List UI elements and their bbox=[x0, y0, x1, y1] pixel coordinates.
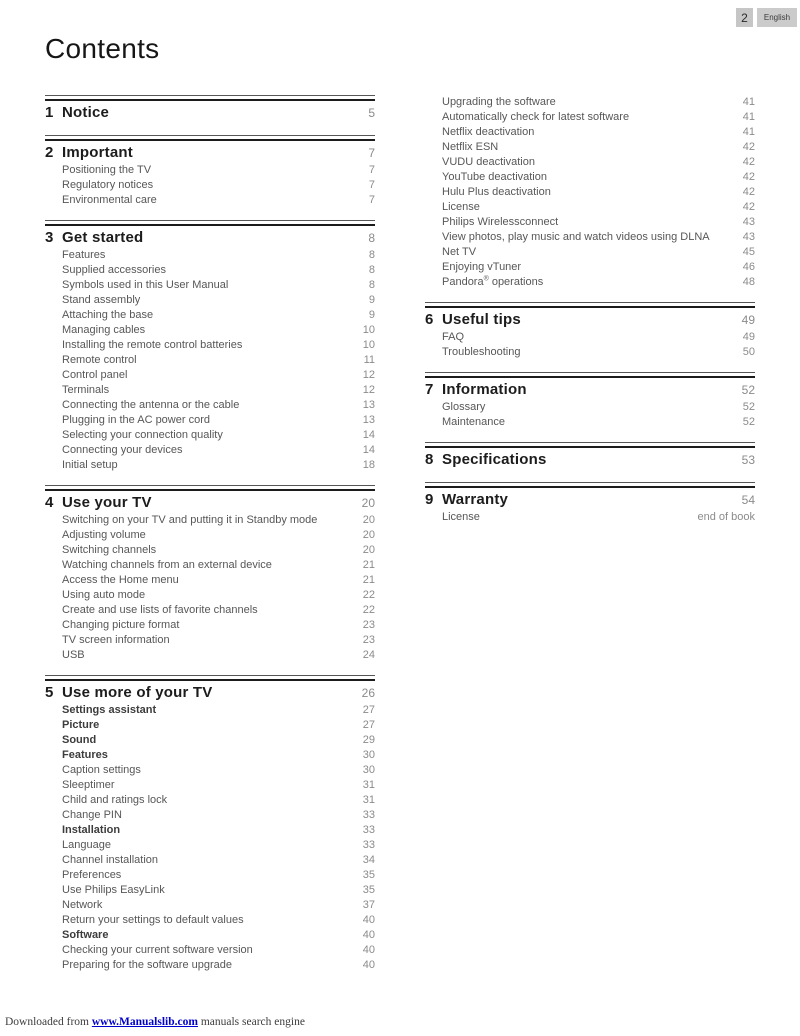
toc-item-label: Caption settings bbox=[62, 764, 141, 776]
toc-item-label: Connecting the antenna or the cable bbox=[62, 399, 240, 411]
toc-item-label: Preparing for the software upgrade bbox=[62, 959, 232, 971]
toc-item bbox=[62, 558, 375, 573]
toc-item bbox=[62, 618, 375, 633]
toc-item bbox=[442, 510, 755, 525]
section-number: 7 bbox=[425, 381, 434, 398]
toc-item-label: Access the Home menu bbox=[62, 574, 179, 586]
toc-item-label: Switching channels bbox=[62, 544, 157, 556]
toc-item-page-number: 23 bbox=[362, 619, 375, 631]
toc-item-page-number: 20 bbox=[362, 529, 375, 541]
toc-item bbox=[62, 928, 375, 943]
toc-item-label: USB bbox=[62, 649, 85, 661]
toc-item-page-number: 8 bbox=[368, 249, 375, 261]
section-heading bbox=[45, 141, 375, 163]
toc-item-page-number: 10 bbox=[362, 324, 375, 336]
toc-item-label: Pandora® operations bbox=[442, 275, 544, 288]
toc-item-label: View photos, play music and watch videos using DLNA bbox=[442, 231, 710, 243]
toc-item-page-number: 41 bbox=[742, 111, 755, 123]
toc-item-label: Channel installation bbox=[62, 854, 159, 866]
toc-item-label: Preferences bbox=[62, 869, 122, 881]
toc-item bbox=[442, 230, 755, 245]
toc-item-page-number: 7 bbox=[368, 179, 375, 191]
section-title: Get started bbox=[62, 229, 144, 246]
toc-item-page-number: 7 bbox=[368, 164, 375, 176]
section-page-number: 20 bbox=[361, 496, 375, 510]
toc-item bbox=[62, 428, 375, 443]
toc-item-label: Regulatory notices bbox=[62, 179, 154, 191]
toc-item-label: Attaching the base bbox=[62, 309, 154, 321]
toc-item-label: Troubleshooting bbox=[442, 346, 521, 358]
toc-item-page-number: 8 bbox=[368, 264, 375, 276]
toc-item bbox=[62, 808, 375, 823]
toc-item-page-number: 35 bbox=[362, 884, 375, 896]
toc-item-label: License bbox=[442, 201, 480, 213]
toc-item-label: Adjusting volume bbox=[62, 529, 146, 541]
section-title: Use your TV bbox=[62, 494, 152, 511]
toc-item-label: Features bbox=[62, 749, 108, 761]
toc-item bbox=[62, 513, 375, 528]
toc-item-label: Use Philips EasyLink bbox=[62, 884, 165, 896]
section-page-number: 8 bbox=[368, 231, 375, 245]
toc-item bbox=[62, 883, 375, 898]
section-title: Important bbox=[62, 144, 133, 161]
section-item-list bbox=[425, 510, 755, 525]
toc-item-page-number: 18 bbox=[362, 459, 375, 471]
toc-item-page-number: 9 bbox=[368, 309, 375, 321]
toc-item-label: Return your settings to default values bbox=[62, 914, 244, 926]
section-page-number: 53 bbox=[741, 453, 755, 467]
toc-item bbox=[62, 823, 375, 838]
section-page-number: 54 bbox=[741, 493, 755, 507]
toc-item bbox=[62, 263, 375, 278]
toc-item-page-number: 13 bbox=[362, 399, 375, 411]
toc-item bbox=[442, 95, 755, 110]
toc-item bbox=[62, 443, 375, 458]
toc-item-page-number: 43 bbox=[742, 216, 755, 228]
toc-item bbox=[442, 125, 755, 140]
toc-item-label: Symbols used in this User Manual bbox=[62, 279, 229, 291]
toc-item-label: Settings assistant bbox=[62, 704, 157, 716]
toc-item bbox=[62, 323, 375, 338]
toc-item-page-number: 41 bbox=[742, 126, 755, 138]
toc-item-label: Netflix ESN bbox=[442, 141, 499, 153]
toc-item-page-number: 52 bbox=[742, 416, 755, 428]
toc-section-4 bbox=[45, 485, 375, 663]
toc-item-page-number: 30 bbox=[362, 749, 375, 761]
toc-item-page-number: 45 bbox=[742, 246, 755, 258]
toc-item bbox=[62, 793, 375, 808]
toc-section-continued bbox=[425, 95, 755, 290]
toc-item-label: Supplied accessories bbox=[62, 264, 166, 276]
toc-item bbox=[62, 763, 375, 778]
toc-item-page-number: 20 bbox=[362, 514, 375, 526]
section-number: 6 bbox=[425, 311, 434, 328]
toc-item-page-number: 10 bbox=[362, 339, 375, 351]
toc-item-label: Terminals bbox=[62, 384, 110, 396]
toc-item bbox=[62, 573, 375, 588]
section-heading bbox=[45, 226, 375, 248]
toc-item bbox=[62, 413, 375, 428]
toc-item-label: VUDU deactivation bbox=[442, 156, 535, 168]
toc-item-page-number: 40 bbox=[362, 944, 375, 956]
toc-item-label: Initial setup bbox=[62, 459, 118, 471]
toc-item bbox=[442, 400, 755, 415]
section-title: Useful tips bbox=[442, 311, 521, 328]
toc-item-page-number: 14 bbox=[362, 444, 375, 456]
section-title: Specifications bbox=[442, 451, 547, 468]
toc-item-label: Features bbox=[62, 249, 106, 261]
toc-item-label: Installation bbox=[62, 824, 121, 836]
toc-item bbox=[442, 140, 755, 155]
toc-item-label: Child and ratings lock bbox=[62, 794, 168, 806]
toc-item-label: Checking your current software version bbox=[62, 944, 253, 956]
section-item-list bbox=[45, 163, 375, 208]
toc-item bbox=[442, 215, 755, 230]
toc-item-label: Maintenance bbox=[442, 416, 505, 428]
toc-item-page-number: 12 bbox=[362, 384, 375, 396]
toc-item bbox=[62, 868, 375, 883]
toc-item-label: Selecting your connection quality bbox=[62, 429, 223, 441]
toc-item-page-number: 42 bbox=[742, 171, 755, 183]
toc-item-page-number: 42 bbox=[742, 156, 755, 168]
toc-section-1 bbox=[45, 95, 375, 123]
toc-item-page-number: 22 bbox=[362, 589, 375, 601]
toc-item bbox=[62, 383, 375, 398]
toc-item-page-number: 9 bbox=[368, 294, 375, 306]
toc-item bbox=[62, 958, 375, 973]
toc-item bbox=[442, 185, 755, 200]
toc-item bbox=[62, 648, 375, 663]
toc-item-label: Picture bbox=[62, 719, 100, 731]
toc-item bbox=[62, 603, 375, 618]
toc-item bbox=[62, 543, 375, 558]
section-page-number: 5 bbox=[368, 106, 375, 120]
toc-item bbox=[442, 155, 755, 170]
toc-item bbox=[62, 898, 375, 913]
header-badges bbox=[736, 8, 797, 27]
footer-prefix: Downloaded from bbox=[5, 1016, 89, 1028]
toc-item bbox=[62, 248, 375, 263]
toc-item bbox=[442, 330, 755, 345]
toc-item bbox=[62, 193, 375, 208]
toc-item bbox=[62, 528, 375, 543]
toc-item-page-number: 40 bbox=[362, 914, 375, 926]
toc-item bbox=[62, 458, 375, 473]
toc-item-page-number: 33 bbox=[362, 809, 375, 821]
section-item-list bbox=[45, 248, 375, 473]
toc-item bbox=[62, 308, 375, 323]
toc-item-page-number: 35 bbox=[362, 869, 375, 881]
page-title: Contents bbox=[45, 33, 160, 64]
toc-item-page-number: 42 bbox=[742, 186, 755, 198]
toc-item-label: Glossary bbox=[442, 401, 486, 413]
toc-item-page-number: 14 bbox=[362, 429, 375, 441]
section-page-number: 49 bbox=[741, 313, 755, 327]
section-title: Warranty bbox=[442, 491, 509, 508]
toc-item-page-number: 43 bbox=[742, 231, 755, 243]
toc-item-page-number: 12 bbox=[362, 369, 375, 381]
toc-section-5 bbox=[45, 675, 375, 973]
toc-item-label: Enjoying vTuner bbox=[442, 261, 522, 273]
toc-item-page-number: 42 bbox=[742, 201, 755, 213]
toc-item bbox=[442, 415, 755, 430]
toc-item-page-number: 21 bbox=[362, 574, 375, 586]
toc-item-page-number: 20 bbox=[362, 544, 375, 556]
toc-item-page-number: 23 bbox=[362, 634, 375, 646]
toc-item-page-number: 49 bbox=[742, 331, 755, 343]
toc-item-label: Environmental care bbox=[62, 194, 157, 206]
toc-item-page-number: 34 bbox=[362, 854, 375, 866]
section-number: 8 bbox=[425, 451, 434, 468]
toc-column-right bbox=[425, 95, 755, 985]
toc-item bbox=[442, 110, 755, 125]
toc-item-label: Watching channels from an external device bbox=[62, 559, 272, 571]
toc-item bbox=[442, 345, 755, 360]
toc-item-label: FAQ bbox=[442, 331, 465, 343]
toc-item-page-number: 24 bbox=[362, 649, 375, 661]
toc-item-page-number: 42 bbox=[742, 141, 755, 153]
toc-item-page-number: 46 bbox=[742, 261, 755, 273]
section-item-list bbox=[45, 513, 375, 663]
toc-item bbox=[442, 245, 755, 260]
toc-item bbox=[442, 260, 755, 275]
toc-item-page-number: 48 bbox=[742, 276, 755, 288]
toc-item-page-number: 21 bbox=[362, 559, 375, 571]
toc-item bbox=[442, 275, 755, 290]
toc-item-label: Control panel bbox=[62, 369, 128, 381]
toc-item-page-number: 31 bbox=[362, 794, 375, 806]
toc-item-page-number: 40 bbox=[362, 929, 375, 941]
toc-item-label: Hulu Plus deactivation bbox=[442, 186, 551, 198]
language-badge: English bbox=[757, 8, 797, 27]
section-item-list bbox=[425, 330, 755, 360]
toc-item-page-number: end of book bbox=[697, 511, 755, 523]
toc-item-label: Plugging in the AC power cord bbox=[62, 414, 210, 426]
section-item-list bbox=[425, 400, 755, 430]
toc-item bbox=[62, 718, 375, 733]
toc-item-label: Philips Wirelessconnect bbox=[442, 216, 559, 228]
toc-item-page-number: 30 bbox=[362, 764, 375, 776]
section-page-number: 7 bbox=[368, 146, 375, 160]
toc-item-label: Software bbox=[62, 929, 109, 941]
toc-section-8 bbox=[425, 442, 755, 470]
manualslib-link[interactable]: www.Manualslib.com bbox=[91, 1016, 198, 1028]
toc-item bbox=[62, 368, 375, 383]
toc-item-label: Netflix deactivation bbox=[442, 126, 535, 138]
toc-item bbox=[62, 293, 375, 308]
toc-item-page-number: 27 bbox=[362, 704, 375, 716]
toc-item bbox=[62, 853, 375, 868]
toc-item bbox=[62, 703, 375, 718]
toc-item-page-number: 52 bbox=[742, 401, 755, 413]
toc-item-label: Create and use lists of favorite channels bbox=[62, 604, 258, 616]
toc-item-label: TV screen information bbox=[62, 634, 170, 646]
toc-item-page-number: 13 bbox=[362, 414, 375, 426]
section-heading bbox=[45, 491, 375, 513]
section-number: 1 bbox=[45, 104, 54, 121]
toc-item bbox=[62, 838, 375, 853]
toc-item-label: Changing picture format bbox=[62, 619, 180, 631]
toc-item bbox=[62, 748, 375, 763]
toc-item-page-number: 33 bbox=[362, 824, 375, 836]
toc-item bbox=[62, 178, 375, 193]
toc-item-label: Switching on your TV and putting it in Standby mode bbox=[62, 514, 318, 526]
toc-item-label: Installing the remote control batteries bbox=[62, 339, 243, 351]
section-heading bbox=[425, 448, 755, 470]
toc-item bbox=[62, 733, 375, 748]
section-heading bbox=[425, 308, 755, 330]
section-item-list bbox=[45, 703, 375, 973]
toc-item bbox=[62, 278, 375, 293]
toc-item-label: Network bbox=[62, 899, 103, 911]
section-item-list bbox=[425, 95, 755, 290]
toc-item-label: License bbox=[442, 511, 480, 523]
section-number: 5 bbox=[45, 684, 54, 701]
toc-section-2 bbox=[45, 135, 375, 208]
toc-item-label: Connecting your devices bbox=[62, 444, 183, 456]
toc-section-7 bbox=[425, 372, 755, 430]
toc-item bbox=[62, 633, 375, 648]
toc-item-page-number: 50 bbox=[742, 346, 755, 358]
toc-item-label: Positioning the TV bbox=[62, 164, 152, 176]
toc-item-label: Remote control bbox=[62, 354, 137, 366]
section-title: Information bbox=[442, 381, 527, 398]
toc-item-page-number: 27 bbox=[362, 719, 375, 731]
toc-item-label: YouTube deactivation bbox=[442, 171, 547, 183]
footer bbox=[5, 1016, 305, 1028]
toc-item-label: Automatically check for latest software bbox=[442, 111, 630, 123]
toc-section-9 bbox=[425, 482, 755, 525]
toc-item bbox=[442, 170, 755, 185]
section-number: 3 bbox=[45, 229, 54, 246]
section-title: Use more of your TV bbox=[62, 684, 213, 701]
toc-item-page-number: 31 bbox=[362, 779, 375, 791]
section-page-number: 26 bbox=[361, 686, 375, 700]
toc-item bbox=[62, 778, 375, 793]
section-heading bbox=[425, 488, 755, 510]
toc-item-page-number: 41 bbox=[742, 96, 755, 108]
section-page-number: 52 bbox=[741, 383, 755, 397]
toc-item-label: Sleeptimer bbox=[62, 779, 115, 791]
toc-item-label: Stand assembly bbox=[62, 294, 141, 306]
toc-item-page-number: 11 bbox=[363, 354, 375, 366]
toc-item bbox=[62, 163, 375, 178]
section-number: 4 bbox=[45, 494, 54, 511]
toc-item-label: Sound bbox=[62, 734, 97, 746]
toc-item bbox=[62, 353, 375, 368]
page-number-badge: 2 bbox=[736, 8, 753, 27]
section-number: 9 bbox=[425, 491, 434, 508]
section-title: Notice bbox=[62, 104, 110, 121]
toc-item-label: Upgrading the software bbox=[442, 96, 556, 108]
toc-item-page-number: 22 bbox=[362, 604, 375, 616]
toc-item-page-number: 40 bbox=[362, 959, 375, 971]
toc-item bbox=[62, 398, 375, 413]
toc-item-page-number: 37 bbox=[362, 899, 375, 911]
toc-item-page-number: 33 bbox=[362, 839, 375, 851]
toc-item-label: Using auto mode bbox=[62, 589, 146, 601]
toc-item bbox=[62, 338, 375, 353]
section-number: 2 bbox=[45, 144, 54, 161]
toc-item-page-number: 29 bbox=[362, 734, 375, 746]
toc-item-label: Managing cables bbox=[62, 324, 146, 336]
section-heading bbox=[45, 101, 375, 123]
toc-item-label: Net TV bbox=[442, 246, 477, 258]
section-heading bbox=[45, 681, 375, 703]
toc-item-page-number: 8 bbox=[368, 279, 375, 291]
toc-columns bbox=[45, 95, 755, 985]
footer-suffix: manuals search engine bbox=[200, 1016, 305, 1028]
toc-item-label: Change PIN bbox=[62, 809, 122, 821]
toc-item bbox=[442, 200, 755, 215]
toc-item bbox=[62, 588, 375, 603]
toc-item-page-number: 7 bbox=[368, 194, 375, 206]
section-heading bbox=[425, 378, 755, 400]
toc-column-left bbox=[45, 95, 375, 985]
toc-item-label: Language bbox=[62, 839, 111, 851]
toc-item bbox=[62, 913, 375, 928]
toc-section-3 bbox=[45, 220, 375, 473]
toc-section-6 bbox=[425, 302, 755, 360]
toc-item bbox=[62, 943, 375, 958]
